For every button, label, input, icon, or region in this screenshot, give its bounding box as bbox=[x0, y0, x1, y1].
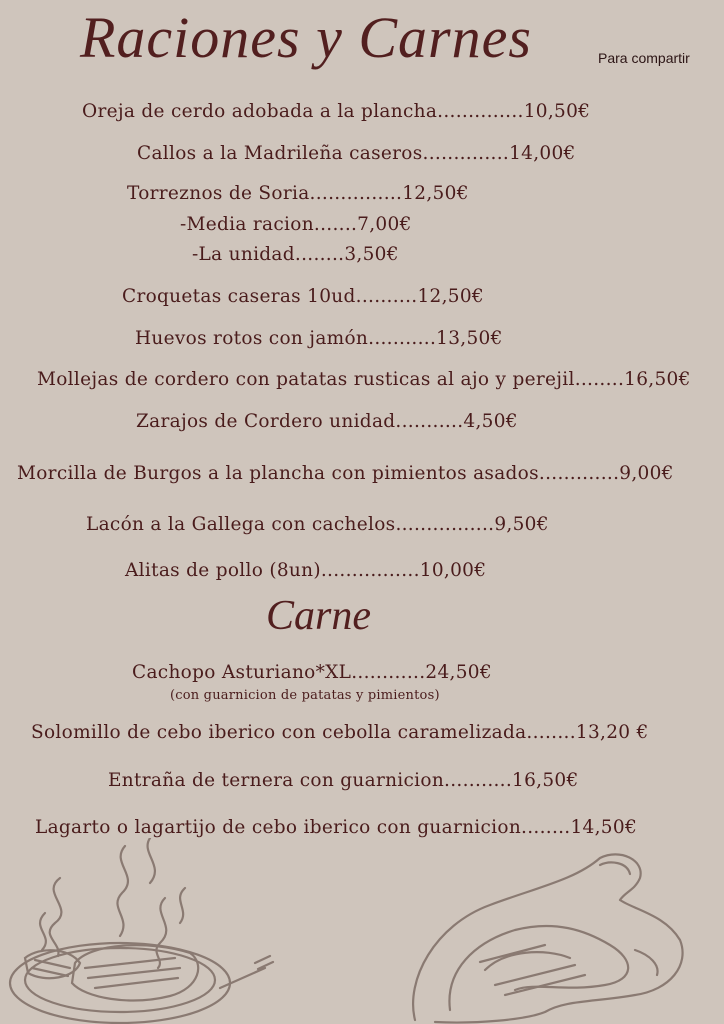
menu-item-cachopo: Cachopo Asturiano*XL............24,50€ bbox=[132, 662, 492, 683]
menu-item-torreznos-unidad: -La unidad........3,50€ bbox=[192, 244, 399, 265]
menu-item-solomillo: Solomillo de cebo iberico con cebolla caramelizada........13,20 € bbox=[31, 722, 649, 743]
menu-item-morcilla: Morcilla de Burgos a la plancha con pimientos asados.............9,00€ bbox=[17, 463, 674, 484]
menu-item-cachopo-note: (con guarnicion de patatas y pimientos) bbox=[170, 688, 440, 703]
menu-item-torreznos: Torreznos de Soria...............12,50€ bbox=[127, 183, 469, 204]
menu-subtitle: Para compartir bbox=[598, 50, 690, 66]
steak-plate-icon bbox=[0, 838, 280, 1024]
menu-item-callos: Callos a la Madrileña caseros..............14,00€ bbox=[137, 143, 576, 164]
menu-item-zarajos: Zarajos de Cordero unidad...........4,50€ bbox=[136, 411, 518, 432]
menu-item-torreznos-media: -Media racion.......7,00€ bbox=[180, 214, 412, 235]
menu-item-oreja: Oreja de cerdo adobada a la plancha..............10,50€ bbox=[82, 101, 591, 122]
menu-item-mollejas: Mollejas de cordero con patatas rusticas al ajo y perejil........16,50€ bbox=[37, 369, 691, 390]
tomahawk-steak-icon bbox=[395, 850, 695, 1024]
menu-item-lacon: Lacón a la Gallega con cachelos................9,50€ bbox=[86, 514, 549, 535]
menu-item-alitas: Alitas de pollo (8un)................10,00€ bbox=[125, 560, 487, 581]
menu-item-entrana: Entraña de ternera con guarnicion...........16,50€ bbox=[108, 770, 579, 791]
menu-item-huevos: Huevos rotos con jamón...........13,50€ bbox=[135, 328, 503, 349]
section-title-carne: Carne bbox=[266, 593, 371, 639]
menu-title: Raciones y Carnes bbox=[80, 5, 532, 70]
menu-item-croquetas: Croquetas caseras 10ud..........12,50€ bbox=[122, 286, 484, 307]
menu-item-lagarto: Lagarto o lagartijo de cebo iberico con guarnicion........14,50€ bbox=[35, 817, 638, 838]
